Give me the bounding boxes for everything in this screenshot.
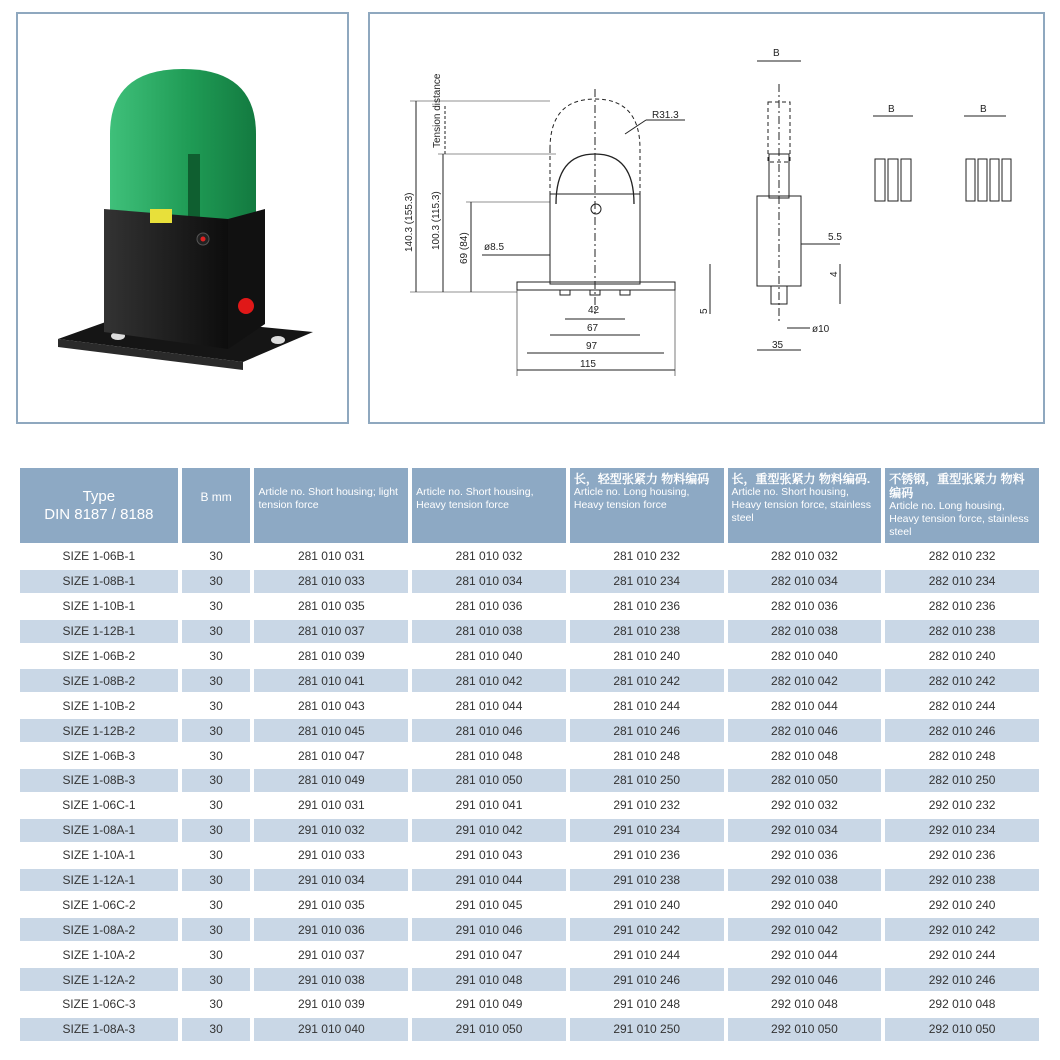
table-row [20, 744, 1039, 767]
dim-5: 5 [699, 308, 710, 314]
article-number-cell: 281 010 033 [254, 570, 408, 593]
double-row-view [875, 159, 911, 201]
article-number-cell: 282 010 034 [728, 570, 882, 593]
article-number-cell: 282 010 036 [728, 595, 882, 618]
column-header-subtitle: Article no. Short housing, Heavy tension force [416, 486, 534, 511]
r-label: R31.3 [652, 110, 679, 121]
column-header-4 [570, 468, 724, 543]
article-number-cell: 281 010 244 [570, 694, 724, 717]
b-mm-cell: 30 [182, 620, 251, 643]
article-number-cell: 281 010 248 [570, 744, 724, 767]
article-number-cell: 281 010 049 [254, 769, 408, 792]
type-cell: SIZE 1-06C-1 [20, 794, 178, 817]
table-row [20, 869, 1039, 892]
technical-drawing [370, 14, 1043, 422]
table-row [20, 545, 1039, 568]
table-row [20, 694, 1039, 717]
b-mm-cell: 30 [182, 1018, 251, 1041]
dim-115: 115 [580, 359, 596, 370]
article-number-cell: 291 010 039 [254, 993, 408, 1016]
article-number-cell: 281 010 038 [412, 620, 566, 643]
article-number-cell: 281 010 246 [570, 719, 724, 742]
article-number-cell: 281 010 232 [570, 545, 724, 568]
article-number-cell: 292 010 036 [728, 844, 882, 867]
article-number-cell: 282 010 238 [885, 620, 1039, 643]
type-cell: SIZE 1-12A-1 [20, 869, 178, 892]
type-cell: SIZE 1-06C-2 [20, 893, 178, 916]
dim-side-4: 4 [829, 271, 840, 277]
article-number-cell: 281 010 045 [254, 719, 408, 742]
article-number-cell: 282 010 050 [728, 769, 882, 792]
article-number-cell: 291 010 246 [570, 968, 724, 991]
article-number-cell: 281 010 042 [412, 669, 566, 692]
article-number-cell: 281 010 034 [412, 570, 566, 593]
article-number-cell: 281 010 039 [254, 645, 408, 668]
article-number-cell: 282 010 040 [728, 645, 882, 668]
b-mm-cell: 30 [182, 893, 251, 916]
article-number-cell: 292 010 234 [885, 819, 1039, 842]
article-number-cell: 291 010 244 [570, 943, 724, 966]
technical-drawing-panel [368, 12, 1045, 424]
table-row [20, 968, 1039, 991]
article-number-cell: 291 010 035 [254, 893, 408, 916]
article-number-cell: 281 010 043 [254, 694, 408, 717]
column-header-5 [728, 468, 882, 543]
article-number-cell: 291 010 232 [570, 794, 724, 817]
dim-side-5-5: 5.5 [828, 232, 842, 243]
dim-low-height: 69 (84) [459, 232, 470, 264]
article-number-cell: 292 010 038 [728, 869, 882, 892]
tension-distance-label: Tension distance [432, 73, 443, 148]
article-number-cell: 291 010 041 [412, 794, 566, 817]
type-cell: SIZE 1-10B-2 [20, 694, 178, 717]
dim-b-double: B [888, 104, 895, 115]
dim-side-35: 35 [772, 340, 784, 351]
column-header-2 [254, 468, 408, 543]
triple-row-view [966, 159, 1011, 201]
article-number-cell: 281 010 036 [412, 595, 566, 618]
b-mm-cell: 30 [182, 968, 251, 991]
article-number-cell: 281 010 234 [570, 570, 724, 593]
article-number-cell: 281 010 037 [254, 620, 408, 643]
table-row [20, 669, 1039, 692]
b-mm-cell: 30 [182, 869, 251, 892]
article-number-cell: 291 010 034 [254, 869, 408, 892]
column-header-title: 不锈钢，重型张紧力 物料编码 [889, 472, 1025, 500]
article-number-cell: 281 010 236 [570, 595, 724, 618]
article-number-cell: 291 010 040 [254, 1018, 408, 1041]
article-number-cell: 291 010 238 [570, 869, 724, 892]
article-number-cell: 281 010 031 [254, 545, 408, 568]
article-number-cell: 291 010 032 [254, 819, 408, 842]
column-header-title: 长，轻型张紧力 物料编码 [573, 472, 710, 486]
dim-side-d10: ø10 [812, 324, 830, 335]
b-mm-cell: 30 [182, 570, 251, 593]
article-number-cell: 291 010 048 [412, 968, 566, 991]
article-number-cell: 292 010 048 [885, 993, 1039, 1016]
column-header-subtitle: Article no. Long housing, Heavy tension force, stainless steel [889, 500, 1029, 538]
article-number-cell: 291 010 045 [412, 893, 566, 916]
article-number-cell: 281 010 035 [254, 595, 408, 618]
type-cell: SIZE 1-10A-2 [20, 943, 178, 966]
table-row [20, 1018, 1039, 1041]
table-row [20, 645, 1039, 668]
article-number-cell: 281 010 250 [570, 769, 724, 792]
column-header-subtitle: Article no. Long housing, Heavy tension force [573, 486, 690, 511]
type-cell: SIZE 1-12B-2 [20, 719, 178, 742]
type-cell: SIZE 1-06B-3 [20, 744, 178, 767]
article-number-cell: 282 010 240 [885, 645, 1039, 668]
b-mm-cell: 30 [182, 819, 251, 842]
table-body [20, 545, 1039, 1041]
type-cell: SIZE 1-12B-1 [20, 620, 178, 643]
type-cell: SIZE 1-06C-3 [20, 993, 178, 1016]
article-number-cell: 292 010 042 [728, 918, 882, 941]
article-number-cell: 292 010 242 [885, 918, 1039, 941]
article-number-cell: 291 010 031 [254, 794, 408, 817]
table-row [20, 993, 1039, 1016]
column-header-title: 长，重型张紧力 物料编码. [731, 472, 871, 486]
article-number-cell: 281 010 240 [570, 645, 724, 668]
product-photo-panel [16, 12, 349, 424]
table-row [20, 819, 1039, 842]
table-row [20, 893, 1039, 916]
b-mm-cell: 30 [182, 744, 251, 767]
article-number-cell: 292 010 050 [728, 1018, 882, 1041]
dim-total-height: 140.3 (155.3) [404, 192, 415, 252]
dim-side-b: B [773, 48, 780, 59]
article-number-cell: 282 010 246 [885, 719, 1039, 742]
article-number-cell: 281 010 032 [412, 545, 566, 568]
type-cell: SIZE 1-08B-2 [20, 669, 178, 692]
article-number-cell: 292 010 246 [885, 968, 1039, 991]
article-number-cell: 292 010 046 [728, 968, 882, 991]
article-number-cell: 291 010 236 [570, 844, 724, 867]
article-number-cell: 282 010 232 [885, 545, 1039, 568]
b-mm-cell: 30 [182, 918, 251, 941]
table-row [20, 719, 1039, 742]
article-number-cell: 281 010 242 [570, 669, 724, 692]
column-header-3 [412, 468, 566, 543]
article-number-cell: 292 010 050 [885, 1018, 1039, 1041]
b-mm-cell: 30 [182, 844, 251, 867]
b-mm-cell: 30 [182, 719, 251, 742]
b-mm-cell: 30 [182, 669, 251, 692]
article-number-cell: 292 010 032 [728, 794, 882, 817]
article-number-cell: 281 010 041 [254, 669, 408, 692]
type-cell: SIZE 1-06B-2 [20, 645, 178, 668]
housing [104, 209, 228, 349]
column-header-subtitle: DIN 8187 / 8188 [44, 505, 154, 523]
spec-table [16, 466, 1043, 1043]
column-header-subtitle: Article no. Short housing, Heavy tension force, stainless steel [731, 486, 872, 524]
dim-hole: ø8.5 [484, 242, 505, 253]
article-number-cell: 282 010 236 [885, 595, 1039, 618]
article-number-cell: 291 010 037 [254, 943, 408, 966]
dim-42: 42 [588, 305, 600, 316]
green-roller [110, 69, 256, 219]
b-mm-cell: 30 [182, 769, 251, 792]
dim-67: 67 [587, 323, 599, 334]
article-number-cell: 282 010 248 [885, 744, 1039, 767]
article-number-cell: 292 010 044 [728, 943, 882, 966]
table-row [20, 844, 1039, 867]
article-number-cell: 281 010 047 [254, 744, 408, 767]
column-header-title: B mm [200, 489, 232, 504]
article-number-cell: 282 010 250 [885, 769, 1039, 792]
article-number-cell: 282 010 044 [728, 694, 882, 717]
product-photo [18, 14, 347, 422]
column-header-subtitle: Article no. Short housing; light tension force [258, 486, 398, 511]
b-mm-cell: 30 [182, 794, 251, 817]
article-number-cell: 292 010 238 [885, 869, 1039, 892]
article-number-cell: 282 010 038 [728, 620, 882, 643]
column-header-0 [20, 468, 178, 543]
article-number-cell: 282 010 242 [885, 669, 1039, 692]
article-number-cell: 292 010 040 [728, 893, 882, 916]
article-number-cell: 282 010 046 [728, 719, 882, 742]
type-cell: SIZE 1-08B-3 [20, 769, 178, 792]
article-number-cell: 292 010 236 [885, 844, 1039, 867]
article-number-cell: 282 010 032 [728, 545, 882, 568]
table-row [20, 595, 1039, 618]
b-mm-cell: 30 [182, 645, 251, 668]
type-cell: SIZE 1-06B-1 [20, 545, 178, 568]
article-number-cell: 292 010 048 [728, 993, 882, 1016]
type-cell: SIZE 1-10A-1 [20, 844, 178, 867]
b-mm-cell: 30 [182, 993, 251, 1016]
article-number-cell: 282 010 234 [885, 570, 1039, 593]
dim-97: 97 [586, 341, 598, 352]
red-indicator [238, 298, 254, 314]
side-view [757, 84, 801, 324]
article-number-cell: 291 010 046 [412, 918, 566, 941]
dim-b-triple: B [980, 104, 987, 115]
table-row [20, 794, 1039, 817]
b-mm-cell: 30 [182, 694, 251, 717]
article-number-cell: 291 010 050 [412, 1018, 566, 1041]
table-header-row [20, 468, 1039, 543]
type-cell: SIZE 1-08B-1 [20, 570, 178, 593]
type-cell: SIZE 1-08A-3 [20, 1018, 178, 1041]
article-number-cell: 292 010 034 [728, 819, 882, 842]
article-number-cell: 291 010 047 [412, 943, 566, 966]
article-number-cell: 282 010 244 [885, 694, 1039, 717]
article-number-cell: 281 010 048 [412, 744, 566, 767]
article-number-cell: 292 010 232 [885, 794, 1039, 817]
type-cell: SIZE 1-08A-1 [20, 819, 178, 842]
b-mm-cell: 30 [182, 595, 251, 618]
article-number-cell: 281 010 040 [412, 645, 566, 668]
type-cell: SIZE 1-12A-2 [20, 968, 178, 991]
table-row [20, 570, 1039, 593]
article-number-cell: 291 010 234 [570, 819, 724, 842]
article-number-cell: 292 010 240 [885, 893, 1039, 916]
article-number-cell: 291 010 038 [254, 968, 408, 991]
table-row [20, 943, 1039, 966]
column-header-title [416, 472, 562, 486]
column-header-1 [182, 468, 251, 543]
article-number-cell: 291 010 242 [570, 918, 724, 941]
article-number-cell: 291 010 250 [570, 1018, 724, 1041]
article-number-cell: 281 010 050 [412, 769, 566, 792]
article-number-cell: 291 010 036 [254, 918, 408, 941]
article-number-cell: 291 010 044 [412, 869, 566, 892]
article-number-cell: 291 010 043 [412, 844, 566, 867]
article-number-cell: 281 010 044 [412, 694, 566, 717]
table-row [20, 918, 1039, 941]
article-number-cell: 282 010 042 [728, 669, 882, 692]
article-number-cell: 291 010 042 [412, 819, 566, 842]
column-header-title [258, 472, 404, 486]
type-cell: SIZE 1-08A-2 [20, 918, 178, 941]
column-header-title: Type [82, 487, 116, 505]
dim-mid-height: 100.3 (115.3) [431, 191, 442, 250]
article-number-cell: 291 010 248 [570, 993, 724, 1016]
article-number-cell: 291 010 033 [254, 844, 408, 867]
type-cell: SIZE 1-10B-1 [20, 595, 178, 618]
article-number-cell: 282 010 048 [728, 744, 882, 767]
b-mm-cell: 30 [182, 943, 251, 966]
article-number-cell: 281 010 238 [570, 620, 724, 643]
article-number-cell: 291 010 049 [412, 993, 566, 1016]
column-header-6 [885, 468, 1039, 543]
article-number-cell: 291 010 240 [570, 893, 724, 916]
front-view [517, 89, 685, 314]
article-number-cell: 292 010 244 [885, 943, 1039, 966]
table-row [20, 769, 1039, 792]
article-number-cell: 281 010 046 [412, 719, 566, 742]
b-mm-cell: 30 [182, 545, 251, 568]
table-row [20, 620, 1039, 643]
